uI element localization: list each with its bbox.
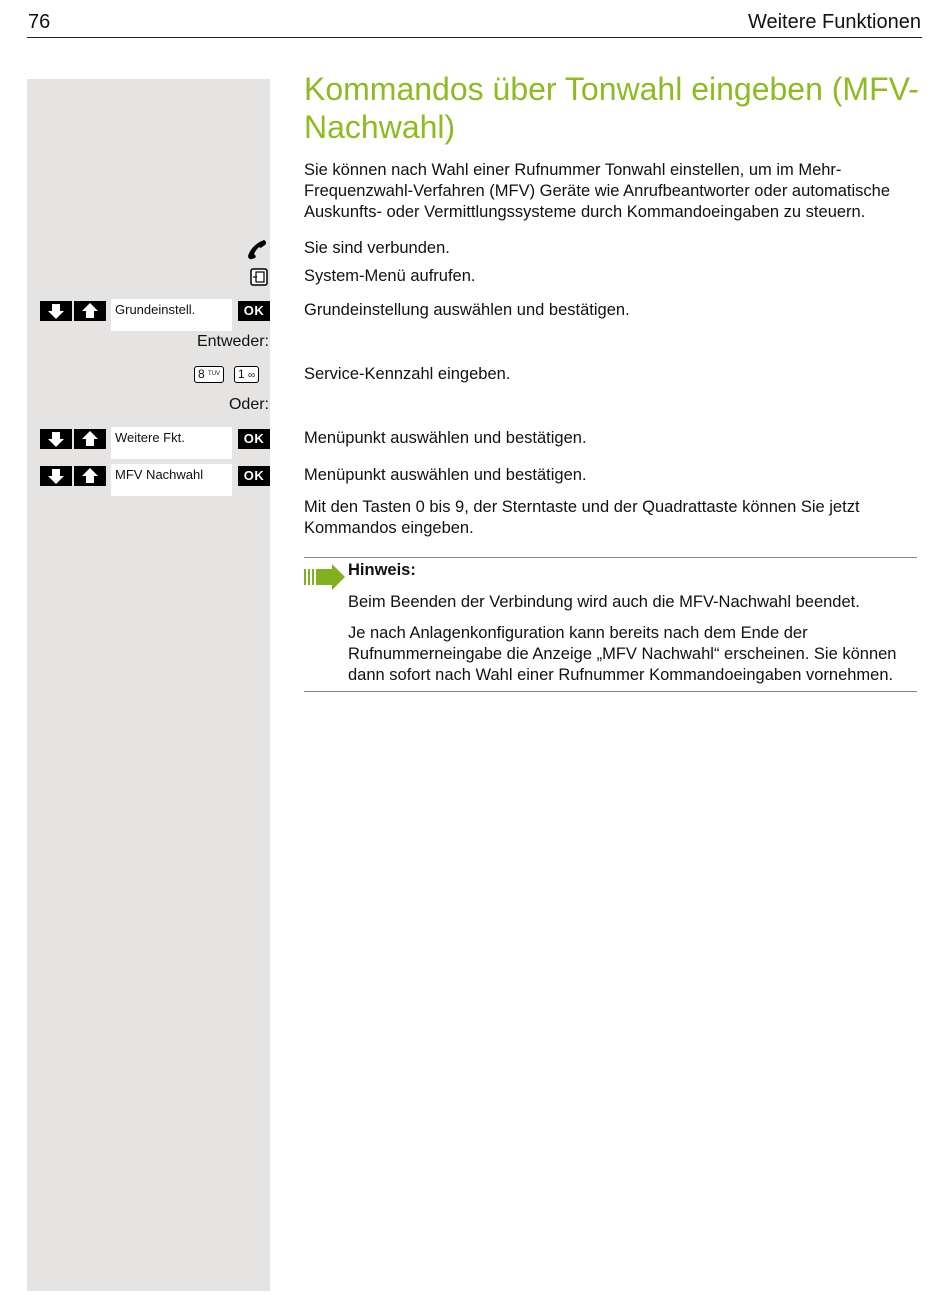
note-top-rule (304, 557, 917, 558)
key-1-digit: 1 (238, 367, 245, 381)
page-title: Kommandos über Tonwahl eingeben (MFV-Nachwahl) (304, 71, 919, 145)
step-system-menu: System-Menü aufrufen. (304, 267, 476, 285)
display-grundeinstell: Grundeinstell. (111, 299, 232, 331)
key-8-letters: TUV (208, 371, 221, 377)
arrow-up-key[interactable] (74, 429, 106, 449)
key-8[interactable] (194, 366, 224, 383)
step-menu-select-2: Menüpunkt auswählen und bestätigen. (304, 466, 587, 484)
header-divider (27, 37, 922, 38)
step-settings-select: Grundeinstellung auswählen und bestätigen. (304, 301, 630, 319)
display-weitere-fkt: Weitere Fkt. (111, 427, 232, 459)
note-heading: Hinweis: (348, 561, 416, 579)
arrow-down-icon (40, 301, 72, 321)
arrow-down-icon (40, 429, 72, 449)
step-menu-select-1: Menüpunkt auswählen und bestätigen. (304, 429, 587, 447)
arrow-up-icon (74, 429, 106, 449)
step-connected: Sie sind verbunden. (304, 239, 450, 257)
ok-key-3[interactable]: OK (238, 466, 270, 486)
note-arrow-icon (304, 563, 346, 591)
arrow-up-key[interactable] (74, 301, 106, 321)
display-mfv-nachwahl: MFV Nachwahl (111, 464, 232, 496)
step-service-code: Service-Kennzahl eingeben. (304, 365, 511, 383)
handset-icon (246, 238, 268, 260)
intro-paragraph: Sie können nach Wahl einer Rufnummer Tonwahl einstellen, um im Mehr-Frequenzwahl-Verfahren (MFV) Geräte wie Anrufbeantworter oder automatische Auskunfts- oder Vermittlungssysteme durch Kommandoeingaben zu steuern. (304, 161, 891, 221)
label-oder: Oder: (228, 396, 269, 413)
ok-key-2[interactable]: OK (238, 429, 270, 449)
step-result: Mit den Tasten 0 bis 9, der Sterntaste und der Quadrattaste können Sie jetzt Kommandos eingeben. (304, 498, 860, 537)
page-number: 76 (28, 11, 51, 33)
note-bottom-rule (304, 691, 917, 692)
key-1[interactable] (234, 366, 259, 383)
section-title: Weitere Funktionen (747, 11, 921, 33)
note-paragraph-1: Beim Beenden der Verbindung wird auch die MFV-Nachwahl beendet. (348, 593, 860, 611)
arrow-up-icon (74, 301, 106, 321)
ok-key-1[interactable]: OK (238, 301, 270, 321)
arrow-up-key[interactable] (74, 466, 106, 486)
arrow-down-icon (40, 466, 72, 486)
note-paragraph-2: Je nach Anlagenkonfiguration kann bereits nach dem Ende der Rufnummerneingabe die Anzeige „MFV Nachwahl“ erscheinen. Sie können dann sofort nach Wahl einer Rufnummer Kommandoeingaben vornehmen. (348, 624, 897, 684)
arrow-down-key[interactable] (40, 466, 72, 486)
arrow-down-key[interactable] (40, 429, 72, 449)
arrow-down-key[interactable] (40, 301, 72, 321)
instruction-column (27, 79, 270, 1291)
label-entweder: Entweder: (196, 333, 269, 350)
arrow-up-icon (74, 466, 106, 486)
menu-key-icon (250, 268, 268, 286)
key-8-digit: 8 (198, 367, 205, 381)
voicemail-icon: ∞ (248, 370, 256, 381)
